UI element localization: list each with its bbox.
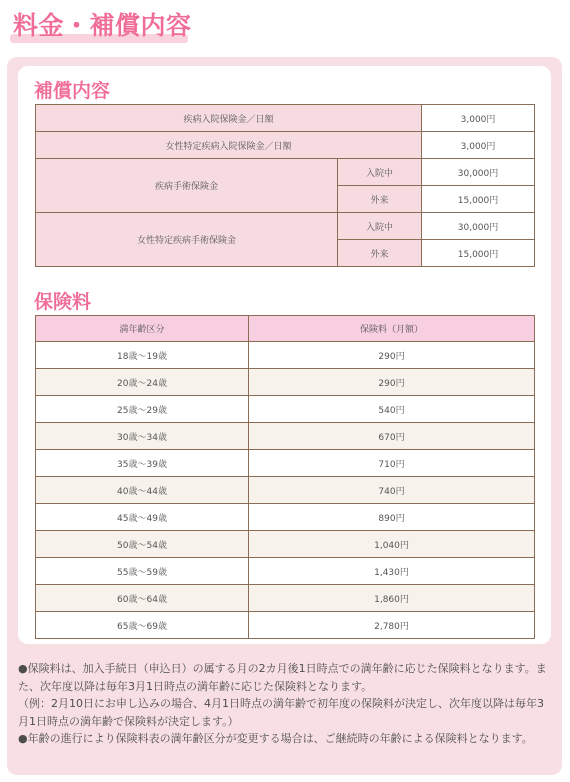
table-row bbox=[36, 585, 535, 612]
page-title: 料金・補償内容 bbox=[13, 11, 192, 40]
age-cell: 18歳〜19歳 bbox=[36, 342, 249, 369]
price-cell: 710円 bbox=[249, 450, 535, 477]
table-row bbox=[36, 612, 535, 639]
age-cell: 30歳〜34歳 bbox=[36, 423, 249, 450]
age-cell: 50歳〜54歳 bbox=[36, 531, 249, 558]
age-cell: 20歳〜24歳 bbox=[36, 369, 249, 396]
age-cell: 60歳〜64歳 bbox=[36, 585, 249, 612]
table-row bbox=[36, 132, 535, 159]
coverage-value: 15,000円 bbox=[422, 240, 535, 267]
table-row bbox=[36, 531, 535, 558]
table-row bbox=[36, 423, 535, 450]
coverage-table bbox=[35, 104, 535, 267]
price-cell: 290円 bbox=[249, 369, 535, 396]
notes bbox=[18, 660, 548, 748]
coverage-value: 30,000円 bbox=[422, 213, 535, 240]
price-cell: 670円 bbox=[249, 423, 535, 450]
table-row bbox=[36, 213, 535, 240]
age-cell: 40歳〜44歳 bbox=[36, 477, 249, 504]
note-text: ●保険料は、加入手続日（申込日）の属する月の2カ月後1日時点での満年齢に応じた保険料となります。また、次年度以降は毎年3月1日時点の満年齢に応じた保険料となります。 bbox=[18, 662, 547, 693]
table-row bbox=[36, 504, 535, 531]
table-row bbox=[36, 342, 535, 369]
age-cell: 35歳〜39歳 bbox=[36, 450, 249, 477]
price-cell: 540円 bbox=[249, 396, 535, 423]
note-text: ●年齢の進行により保険料表の満年齢区分が変更する場合は、ご継続時の年齢による保険料となります。 bbox=[18, 732, 533, 745]
coverage-label: 疾病手術保険金 bbox=[36, 159, 338, 213]
coverage-heading: 補償内容 bbox=[34, 80, 111, 102]
coverage-sublabel: 入院中 bbox=[338, 213, 422, 240]
table-header-row bbox=[36, 316, 535, 342]
coverage-sublabel: 外来 bbox=[338, 240, 422, 267]
price-cell: 740円 bbox=[249, 477, 535, 504]
column-header-age: 満年齢区分 bbox=[36, 316, 249, 342]
table-row bbox=[36, 159, 535, 186]
coverage-label: 女性特定疾病入院保険金／日額 bbox=[36, 132, 422, 159]
note-text: （例：2月10日にお申し込みの場合、4月1日時点の満年齢で初年度の保険料が決定し、次年度以降は毎年3月1日時点の満年齢で保険料が決定します。） bbox=[18, 697, 544, 728]
price-cell: 1,040円 bbox=[249, 531, 535, 558]
coverage-sublabel: 入院中 bbox=[338, 159, 422, 186]
table-row bbox=[36, 396, 535, 423]
table-row bbox=[36, 105, 535, 132]
price-cell: 290円 bbox=[249, 342, 535, 369]
price-cell: 1,430円 bbox=[249, 558, 535, 585]
price-cell: 1,860円 bbox=[249, 585, 535, 612]
table-row bbox=[36, 558, 535, 585]
age-cell: 55歳〜59歳 bbox=[36, 558, 249, 585]
coverage-value: 3,000円 bbox=[422, 105, 535, 132]
price-cell: 890円 bbox=[249, 504, 535, 531]
age-cell: 65歳〜69歳 bbox=[36, 612, 249, 639]
price-cell: 2,780円 bbox=[249, 612, 535, 639]
table-row bbox=[36, 477, 535, 504]
coverage-sublabel: 外来 bbox=[338, 186, 422, 213]
premium-heading: 保険料 bbox=[34, 291, 92, 313]
coverage-value: 3,000円 bbox=[422, 132, 535, 159]
column-header-price: 保険料（月額） bbox=[249, 316, 535, 342]
table-row bbox=[36, 450, 535, 477]
age-cell: 45歳〜49歳 bbox=[36, 504, 249, 531]
table-row bbox=[36, 369, 535, 396]
coverage-value: 15,000円 bbox=[422, 186, 535, 213]
coverage-value: 30,000円 bbox=[422, 159, 535, 186]
coverage-label: 女性特定疾病手術保険金 bbox=[36, 213, 338, 267]
age-cell: 25歳〜29歳 bbox=[36, 396, 249, 423]
coverage-label: 疾病入院保険金／日額 bbox=[36, 105, 422, 132]
premium-table bbox=[35, 315, 535, 639]
